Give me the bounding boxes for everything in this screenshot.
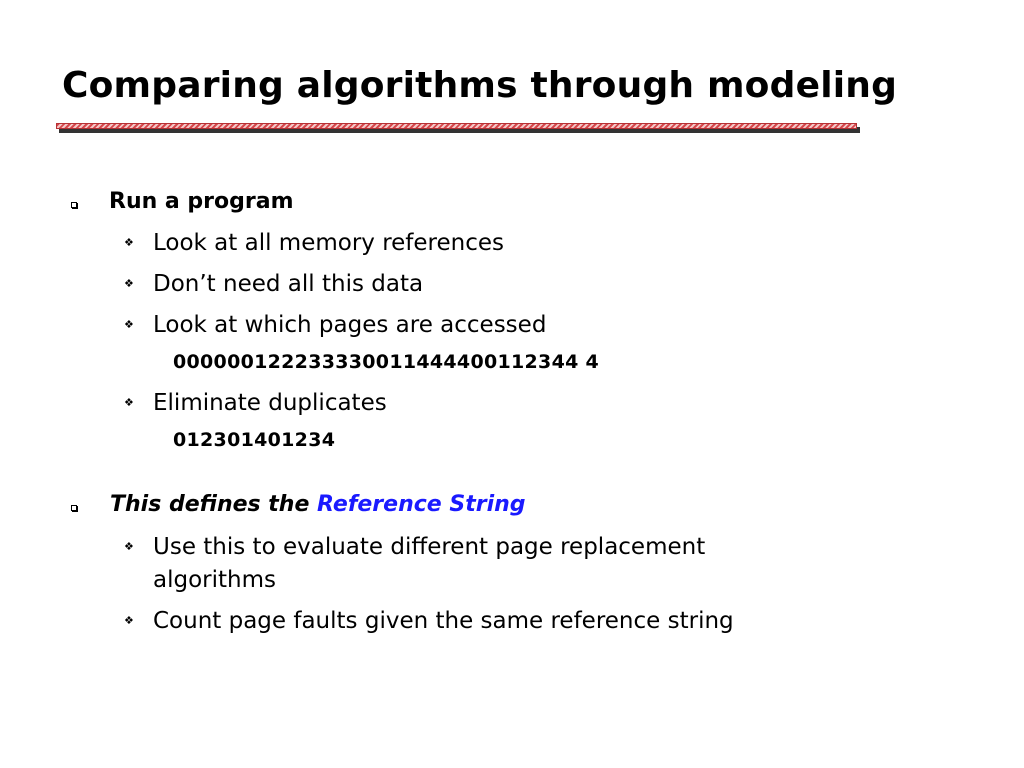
title-underline-bar [56,123,857,129]
section-heading-prefix: This defines the [110,492,318,517]
list-item: Look at all memory references [153,230,505,256]
diamond-bullet-icon: ❖ [124,277,134,290]
list-item: Eliminate duplicates [153,390,387,416]
diamond-bullet-icon: ❖ [124,614,134,627]
list-item: Look at which pages are accessed [153,312,547,338]
square-bullet-icon [71,505,77,511]
list-item: Count page faults given the same reference string [153,608,734,634]
slide-title: Comparing algorithms through modeling [62,65,898,106]
section-heading: Run a program [109,189,294,214]
list-item-line: algorithms [153,567,276,593]
section-heading [110,491,526,519]
list-item-line: Use this to evaluate different page replacement [153,534,706,560]
diamond-bullet-icon: ❖ [124,236,134,249]
square-bullet-icon [71,202,77,208]
list-item: Don’t need all this data [153,271,424,297]
diamond-bullet-icon: ❖ [124,540,134,553]
reference-sequence: 012301401234 [173,429,336,451]
diamond-bullet-icon: ❖ [124,396,134,409]
diamond-bullet-icon: ❖ [124,318,134,331]
title-underline [56,123,860,132]
section-heading-highlight: Reference String [317,492,526,517]
page-access-sequence: 000000122233330011444400112344 4 [173,351,600,373]
